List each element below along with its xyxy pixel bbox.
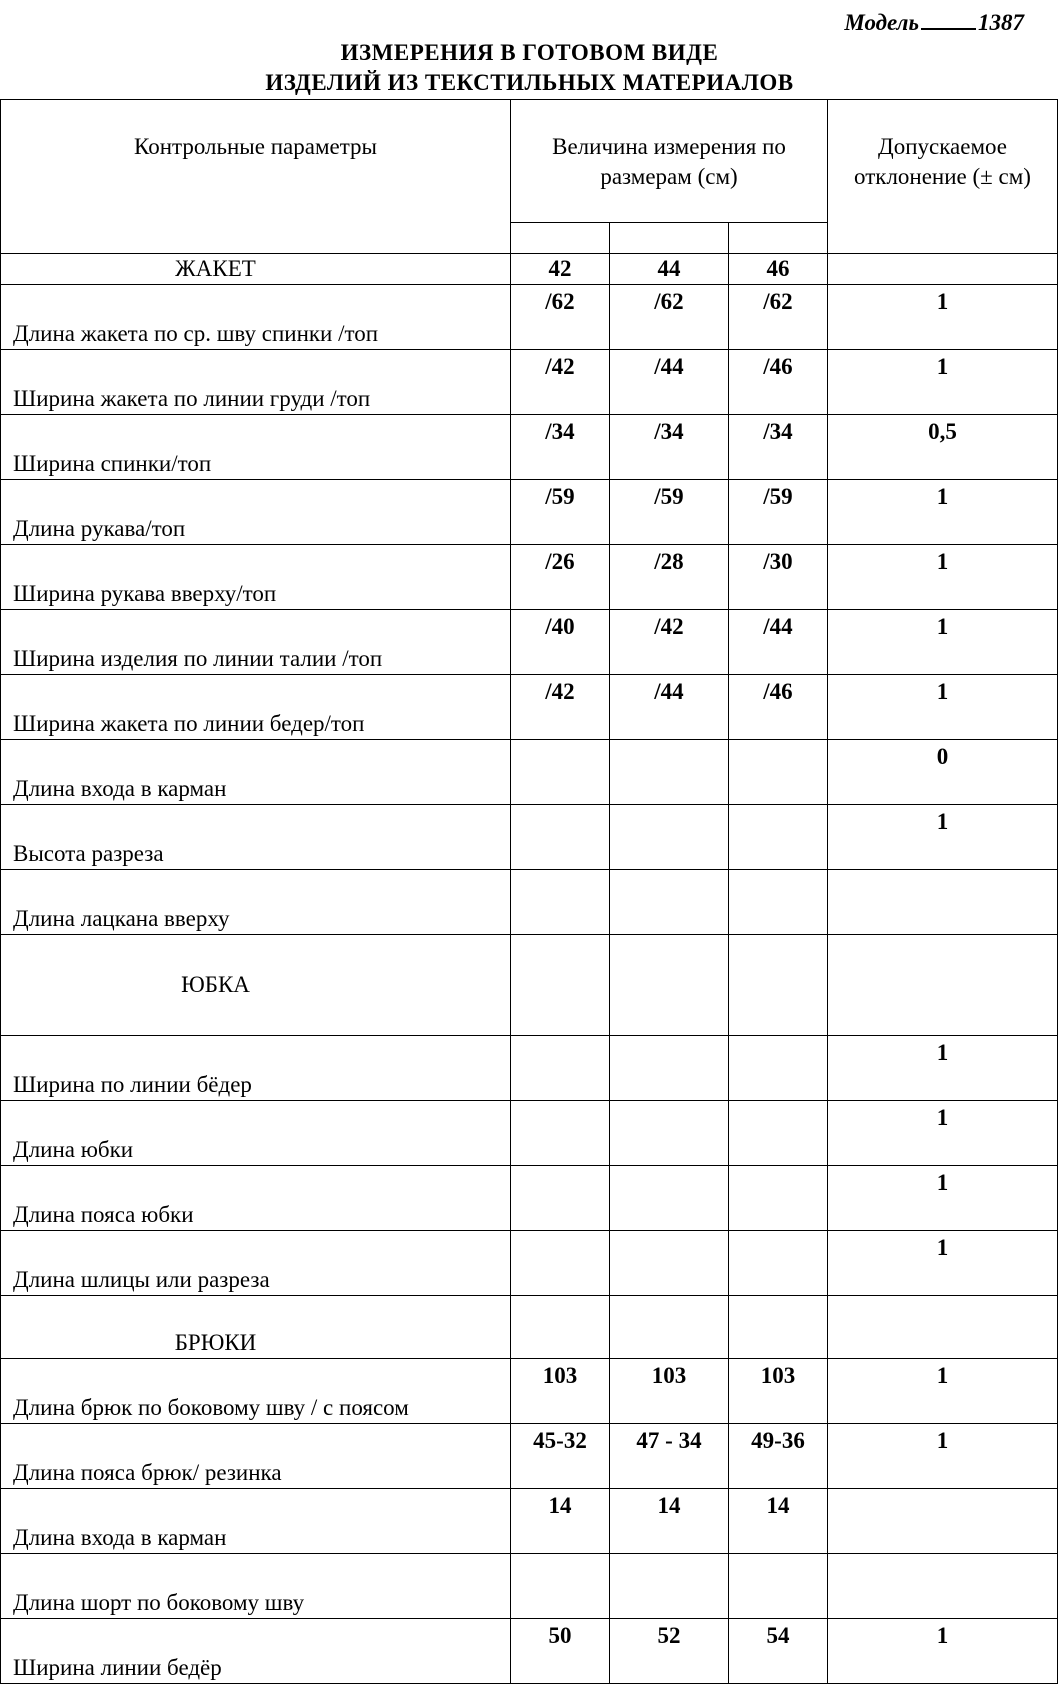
tolerance-value: 1 bbox=[828, 285, 1058, 350]
size-value-1 bbox=[511, 805, 610, 870]
table-header-row bbox=[1, 100, 1058, 223]
model-label: Модель bbox=[844, 10, 919, 35]
tolerance-value: 1 bbox=[828, 1231, 1058, 1296]
header-sizes: Величина измерения по размерам (см) bbox=[511, 100, 828, 223]
header-size-cell bbox=[511, 223, 610, 254]
document-title-line2: ИЗДЕЛИЙ ИЗ ТЕКСТИЛЬНЫХ МАТЕРИАЛОВ bbox=[265, 70, 794, 95]
table-row bbox=[1, 1166, 1058, 1231]
section-title-trousers: БРЮКИ bbox=[1, 1296, 511, 1359]
param-name: Высота разреза bbox=[1, 805, 511, 870]
size-value-1 bbox=[511, 870, 610, 935]
table-row bbox=[1, 1036, 1058, 1101]
empty-cell bbox=[729, 1296, 828, 1359]
size-value-3: /46 bbox=[729, 675, 828, 740]
empty-cell bbox=[511, 1296, 610, 1359]
size-value-2: 47 - 34 bbox=[610, 1424, 729, 1489]
param-name: Длина лацкана вверху bbox=[1, 870, 511, 935]
empty-cell bbox=[729, 935, 828, 1036]
param-name: Длина шлицы или разреза bbox=[1, 1231, 511, 1296]
size-value-1 bbox=[511, 1554, 610, 1619]
table-row bbox=[1, 285, 1058, 350]
empty-cell bbox=[610, 935, 729, 1036]
size-46: 46 bbox=[729, 254, 828, 285]
table-row bbox=[1, 1489, 1058, 1554]
tolerance-value bbox=[828, 1554, 1058, 1619]
table-row bbox=[1, 1619, 1058, 1684]
size-value-1: 103 bbox=[511, 1359, 610, 1424]
size-value-1: /59 bbox=[511, 480, 610, 545]
document-title-line1: ИЗМЕРЕНИЯ В ГОТОВОМ ВИДЕ bbox=[340, 40, 719, 65]
size-value-3 bbox=[729, 1036, 828, 1101]
tolerance-value bbox=[828, 1489, 1058, 1554]
size-value-2 bbox=[610, 805, 729, 870]
param-name: Длина входа в карман bbox=[1, 740, 511, 805]
tolerance-value: 1 bbox=[828, 610, 1058, 675]
size-value-3 bbox=[729, 740, 828, 805]
tolerance-value: 1 bbox=[828, 1036, 1058, 1101]
size-value-3: /59 bbox=[729, 480, 828, 545]
param-name: Ширина жакета по линии бедер/топ bbox=[1, 675, 511, 740]
table-row bbox=[1, 1231, 1058, 1296]
table-row bbox=[1, 870, 1058, 935]
size-value-1: 50 bbox=[511, 1619, 610, 1684]
model-blank-line bbox=[921, 12, 976, 30]
size-value-2 bbox=[610, 740, 729, 805]
size-value-2 bbox=[610, 1166, 729, 1231]
size-value-1 bbox=[511, 1166, 610, 1231]
size-42: 42 bbox=[511, 254, 610, 285]
tolerance-value: 1 bbox=[828, 1166, 1058, 1231]
size-value-2: /62 bbox=[610, 285, 729, 350]
header-size-cell bbox=[729, 223, 828, 254]
size-value-2: /34 bbox=[610, 415, 729, 480]
model-number bbox=[844, 10, 1024, 36]
size-value-3 bbox=[729, 1101, 828, 1166]
table-row bbox=[1, 350, 1058, 415]
table-row bbox=[1, 740, 1058, 805]
trousers-section-row bbox=[1, 1296, 1058, 1359]
size-value-2 bbox=[610, 1101, 729, 1166]
size-value-2: 103 bbox=[610, 1359, 729, 1424]
tolerance-value: 1 bbox=[828, 1619, 1058, 1684]
size-value-2 bbox=[610, 1554, 729, 1619]
size-tol-empty bbox=[828, 254, 1058, 285]
measurements-table bbox=[0, 99, 1058, 1684]
size-value-2 bbox=[610, 870, 729, 935]
param-name: Ширина линии бедёр bbox=[1, 1619, 511, 1684]
size-value-3: /30 bbox=[729, 545, 828, 610]
table-row bbox=[1, 415, 1058, 480]
param-name: Ширина изделия по линии талии /топ bbox=[1, 610, 511, 675]
tolerance-value: 1 bbox=[828, 480, 1058, 545]
header-tolerance: Допускаемое отклонение (± см) bbox=[828, 100, 1058, 254]
size-value-1: /42 bbox=[511, 350, 610, 415]
size-value-1: /62 bbox=[511, 285, 610, 350]
header-size-cell bbox=[610, 223, 729, 254]
size-value-2: 14 bbox=[610, 1489, 729, 1554]
model-value: 1387 bbox=[978, 10, 1024, 35]
size-value-1: /40 bbox=[511, 610, 610, 675]
size-value-1: /26 bbox=[511, 545, 610, 610]
size-value-3: /46 bbox=[729, 350, 828, 415]
table-row bbox=[1, 805, 1058, 870]
param-name: Длина рукава/топ bbox=[1, 480, 511, 545]
size-value-2: /44 bbox=[610, 675, 729, 740]
tolerance-value: 0 bbox=[828, 740, 1058, 805]
section-title-skirt: ЮБКА bbox=[1, 935, 511, 1036]
param-name: Длина юбки bbox=[1, 1101, 511, 1166]
tolerance-value bbox=[828, 870, 1058, 935]
param-name: Длина пояса брюк/ резинка bbox=[1, 1424, 511, 1489]
size-value-1: 45-32 bbox=[511, 1424, 610, 1489]
size-value-2: /44 bbox=[610, 350, 729, 415]
size-value-1 bbox=[511, 1036, 610, 1101]
header-params: Контрольные параметры bbox=[1, 100, 511, 254]
size-value-2: 52 bbox=[610, 1619, 729, 1684]
param-name: Длина шорт по боковому шву bbox=[1, 1554, 511, 1619]
param-name: Ширина жакета по линии груди /топ bbox=[1, 350, 511, 415]
param-name: Длина пояса юбки bbox=[1, 1166, 511, 1231]
param-name: Длина входа в карман bbox=[1, 1489, 511, 1554]
table-row bbox=[1, 1101, 1058, 1166]
size-value-1 bbox=[511, 1231, 610, 1296]
size-value-1: /42 bbox=[511, 675, 610, 740]
param-name: Ширина спинки/топ bbox=[1, 415, 511, 480]
tolerance-value: 1 bbox=[828, 545, 1058, 610]
size-value-1 bbox=[511, 1101, 610, 1166]
section-title-jacket: ЖАКЕТ bbox=[1, 254, 511, 285]
table-row bbox=[1, 480, 1058, 545]
table-row bbox=[1, 610, 1058, 675]
skirt-section-row bbox=[1, 935, 1058, 1036]
tolerance-value: 1 bbox=[828, 1359, 1058, 1424]
empty-cell bbox=[828, 935, 1058, 1036]
size-44: 44 bbox=[610, 254, 729, 285]
size-value-2 bbox=[610, 1036, 729, 1101]
size-value-2: /28 bbox=[610, 545, 729, 610]
tolerance-value: 1 bbox=[828, 1101, 1058, 1166]
tolerance-value: 1 bbox=[828, 350, 1058, 415]
size-value-1: 14 bbox=[511, 1489, 610, 1554]
size-value-1 bbox=[511, 740, 610, 805]
tolerance-value: 0,5 bbox=[828, 415, 1058, 480]
size-value-3: /34 bbox=[729, 415, 828, 480]
size-value-2: /59 bbox=[610, 480, 729, 545]
table-row bbox=[1, 545, 1058, 610]
tolerance-value: 1 bbox=[828, 675, 1058, 740]
table-row bbox=[1, 1359, 1058, 1424]
size-value-3 bbox=[729, 1231, 828, 1296]
size-value-3: /44 bbox=[729, 610, 828, 675]
param-name: Ширина по линии бёдер bbox=[1, 1036, 511, 1101]
tolerance-value: 1 bbox=[828, 805, 1058, 870]
empty-cell bbox=[511, 935, 610, 1036]
param-name: Ширина рукава вверху/топ bbox=[1, 545, 511, 610]
size-value-3 bbox=[729, 805, 828, 870]
size-value-3 bbox=[729, 870, 828, 935]
empty-cell bbox=[828, 1296, 1058, 1359]
empty-cell bbox=[610, 1296, 729, 1359]
jacket-section-row bbox=[1, 254, 1058, 285]
size-value-3: 103 bbox=[729, 1359, 828, 1424]
size-value-3 bbox=[729, 1166, 828, 1231]
param-name: Длина жакета по ср. шву спинки /топ bbox=[1, 285, 511, 350]
size-value-3: 49-36 bbox=[729, 1424, 828, 1489]
size-value-1: /34 bbox=[511, 415, 610, 480]
size-value-2: /42 bbox=[610, 610, 729, 675]
size-value-2 bbox=[610, 1231, 729, 1296]
size-value-3 bbox=[729, 1554, 828, 1619]
table-row bbox=[1, 675, 1058, 740]
tolerance-value: 1 bbox=[828, 1424, 1058, 1489]
size-value-3: 54 bbox=[729, 1619, 828, 1684]
size-value-3: /62 bbox=[729, 285, 828, 350]
size-value-3: 14 bbox=[729, 1489, 828, 1554]
param-name: Длина брюк по боковому шву / с поясом bbox=[1, 1359, 511, 1424]
table-row bbox=[1, 1554, 1058, 1619]
table-row bbox=[1, 1424, 1058, 1489]
